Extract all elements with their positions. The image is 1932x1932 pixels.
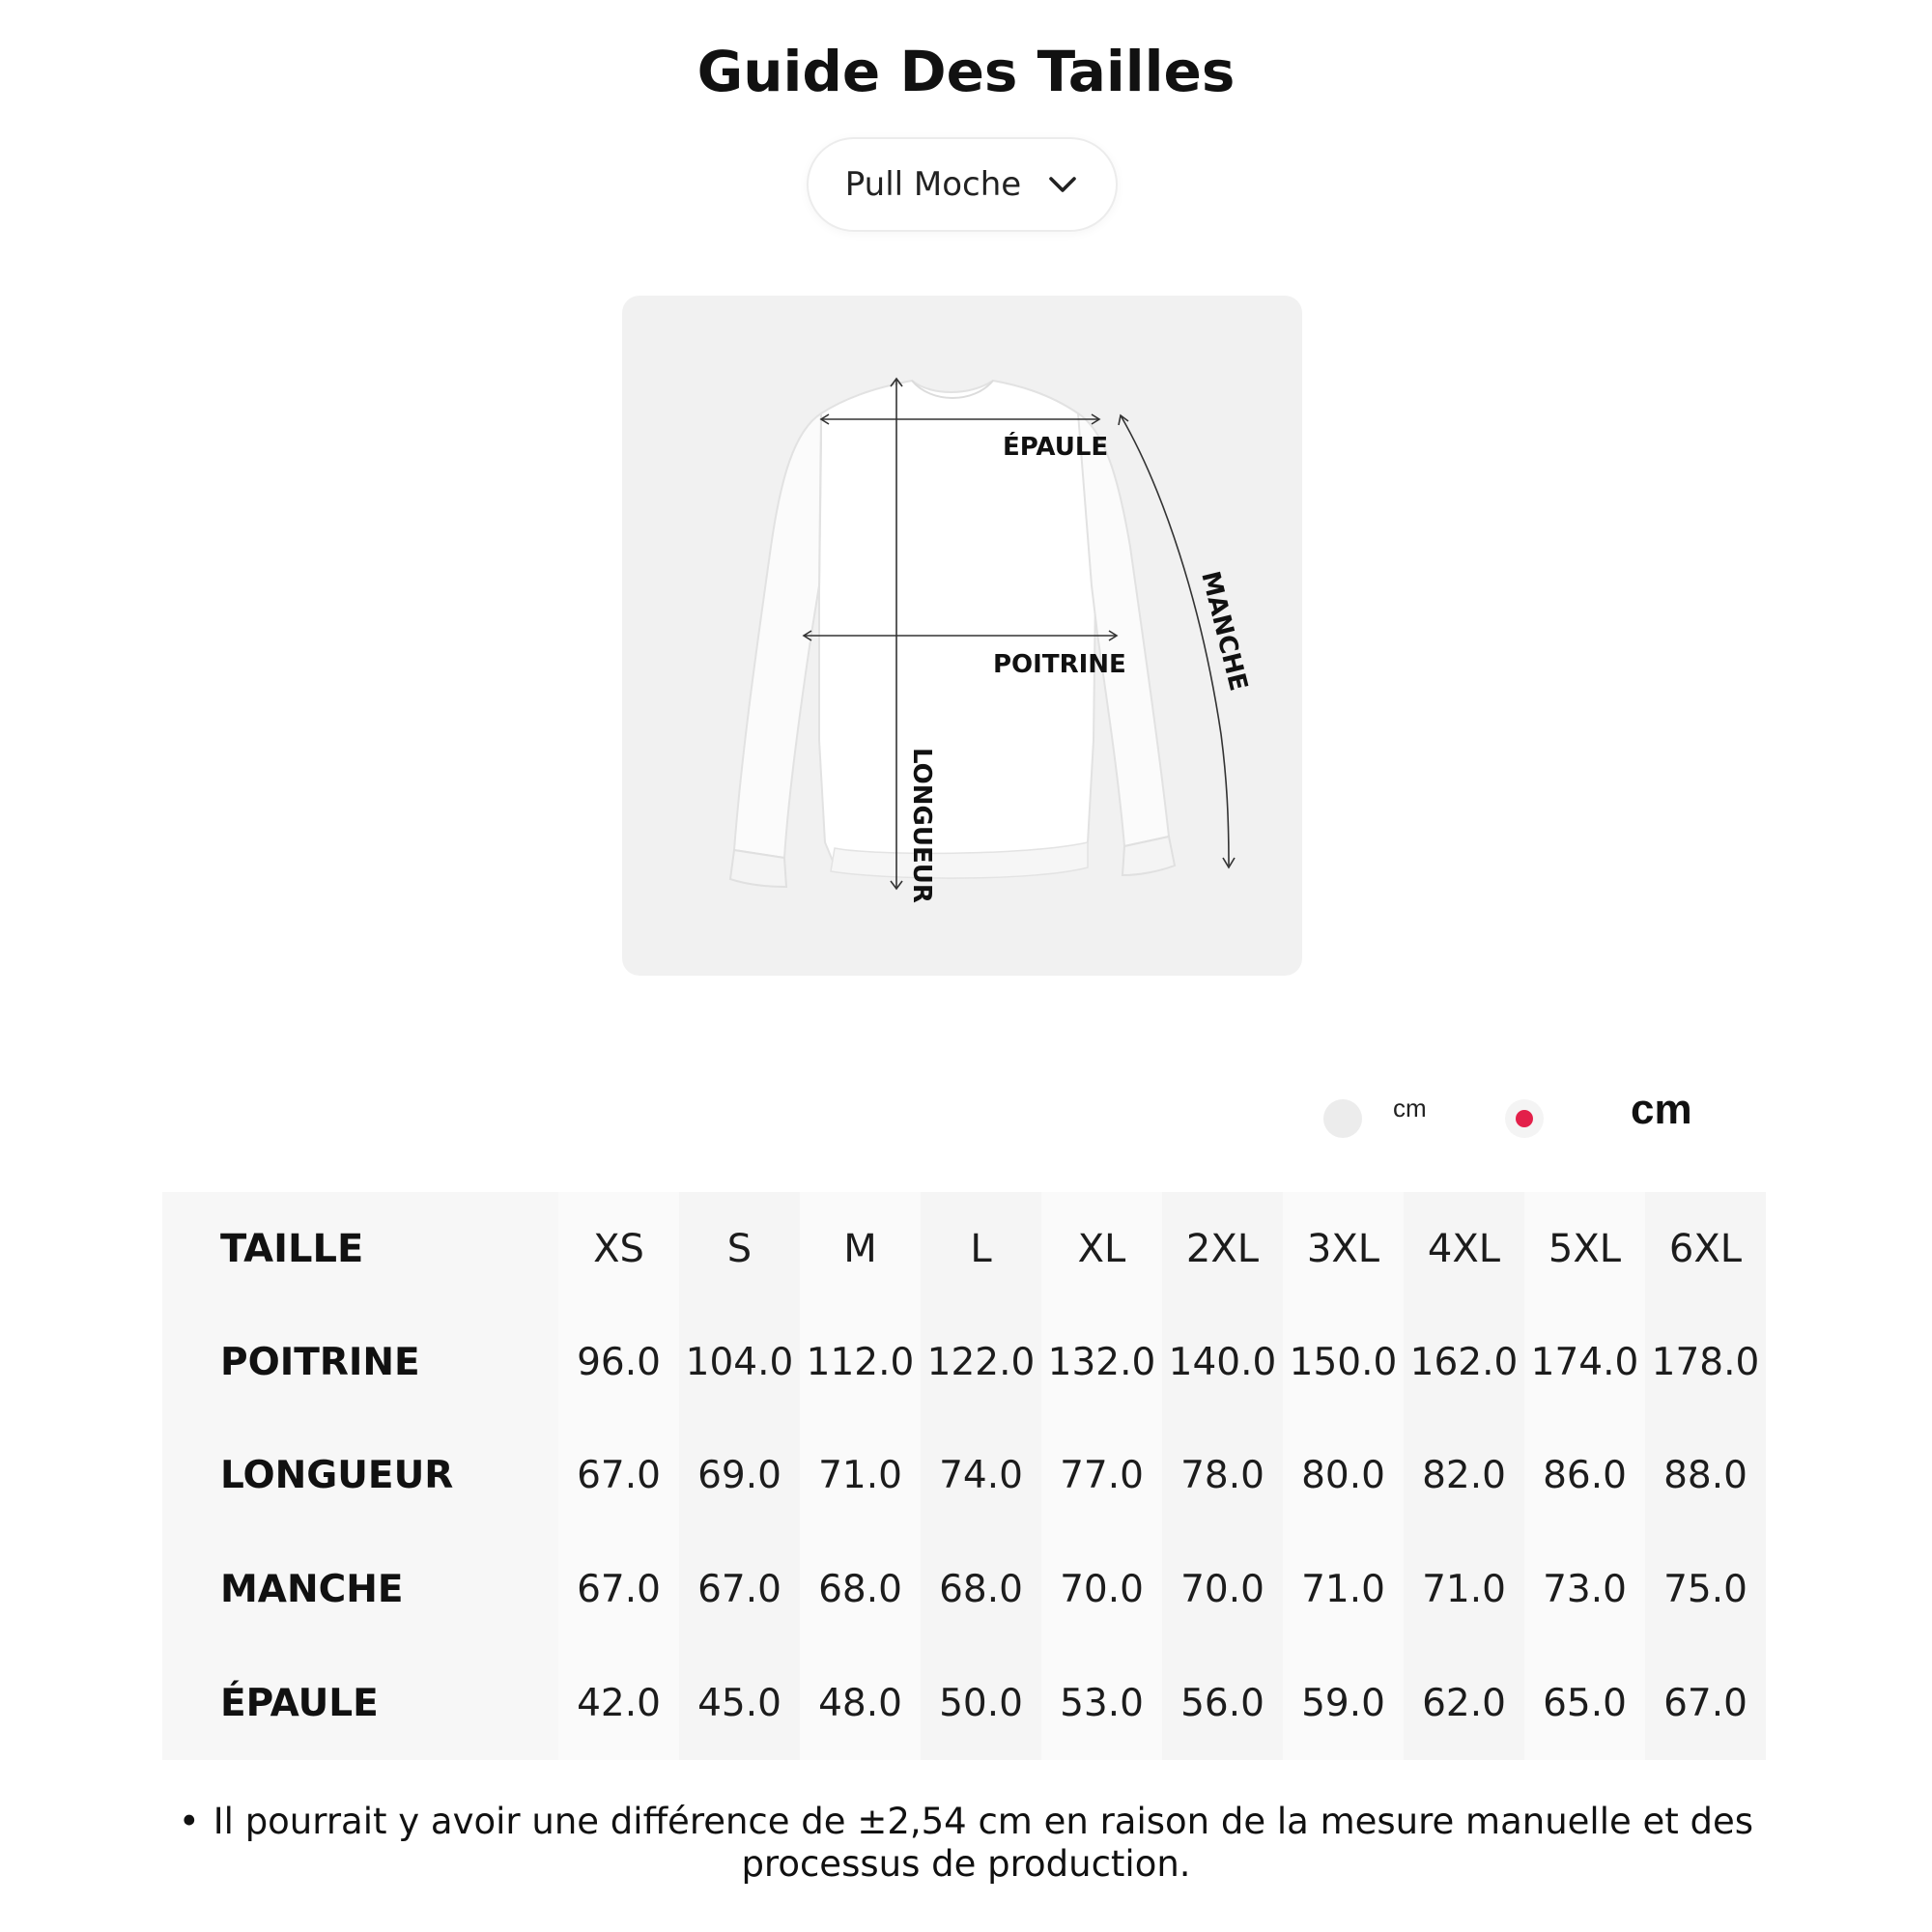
table-cell: 3XL (1283, 1192, 1404, 1306)
table-cell: XL (1041, 1192, 1162, 1306)
table-cell: 53.0 (1041, 1646, 1162, 1760)
label-epaule: ÉPAULE (1003, 433, 1109, 462)
table-cell: 67.0 (679, 1533, 800, 1647)
table-cell: 50.0 (921, 1646, 1041, 1760)
table-row (162, 1646, 1766, 1760)
table-cell: 62.0 (1404, 1646, 1524, 1760)
table-cell: 5XL (1524, 1192, 1645, 1306)
table-cell: 82.0 (1404, 1419, 1524, 1533)
table-cell: 67.0 (1645, 1646, 1766, 1760)
product-select[interactable] (807, 137, 1118, 232)
label-longueur: LONGUEUR (907, 748, 936, 903)
label-poitrine: POITRINE (993, 650, 1126, 679)
unit-radio-a-label[interactable]: cm (1393, 1094, 1427, 1122)
table-cell: 122.0 (921, 1306, 1041, 1420)
table-cell: 56.0 (1162, 1646, 1283, 1760)
note-text: Il pourrait y avoir une différence de ±2,54 cm en raison de la mesure manuelle et des processus de production. (213, 1801, 1754, 1885)
row-label: MANCHE (162, 1533, 558, 1647)
table-cell: 178.0 (1645, 1306, 1766, 1420)
row-label: ÉPAULE (162, 1646, 558, 1760)
measurement-note (155, 1801, 1777, 1886)
table-cell: 45.0 (679, 1646, 800, 1760)
table-cell: 140.0 (1162, 1306, 1283, 1420)
table-cell: 65.0 (1524, 1646, 1645, 1760)
table-cell: 71.0 (1404, 1533, 1524, 1647)
table-cell: 162.0 (1404, 1306, 1524, 1420)
product-select-value: Pull Moche (844, 165, 1022, 204)
table-cell: 68.0 (800, 1533, 921, 1647)
table-cell: 132.0 (1041, 1306, 1162, 1420)
table-row (162, 1419, 1766, 1533)
table-cell: 73.0 (1524, 1533, 1645, 1647)
table-cell: 70.0 (1041, 1533, 1162, 1647)
table-cell: 59.0 (1283, 1646, 1404, 1760)
note-bullet: • (178, 1801, 200, 1842)
size-table (162, 1192, 1766, 1760)
table-cell: 88.0 (1645, 1419, 1766, 1533)
table-cell: 48.0 (800, 1646, 921, 1760)
table-cell: 42.0 (558, 1646, 679, 1760)
table-cell: 78.0 (1162, 1419, 1283, 1533)
table-cell: 174.0 (1524, 1306, 1645, 1420)
table-row (162, 1306, 1766, 1420)
page-title: Guide Des Tailles (696, 39, 1236, 104)
table-cell: 2XL (1162, 1192, 1283, 1306)
table-cell: M (800, 1192, 921, 1306)
table-row (162, 1533, 1766, 1647)
table-cell: 112.0 (800, 1306, 921, 1420)
table-cell: 69.0 (679, 1419, 800, 1533)
table-cell: 74.0 (921, 1419, 1041, 1533)
row-label: LONGUEUR (162, 1419, 558, 1533)
table-cell: L (921, 1192, 1041, 1306)
label-manche: MANCHE (1195, 568, 1253, 695)
table-cell: S (679, 1192, 800, 1306)
table-header-row (162, 1192, 1766, 1306)
table-cell: 70.0 (1162, 1533, 1283, 1647)
sweater-measurement-diagram (622, 296, 1302, 976)
table-cell: 104.0 (679, 1306, 800, 1420)
table-cell: 150.0 (1283, 1306, 1404, 1420)
table-cell: 77.0 (1041, 1419, 1162, 1533)
row-label: TAILLE (162, 1192, 558, 1306)
table-cell: 67.0 (558, 1419, 679, 1533)
unit-radio-a[interactable] (1323, 1099, 1362, 1138)
table-cell: 67.0 (558, 1533, 679, 1647)
unit-radio-b-label[interactable]: cm (1631, 1086, 1692, 1133)
table-cell: 80.0 (1283, 1419, 1404, 1533)
table-cell: 71.0 (800, 1419, 921, 1533)
table-cell: 75.0 (1645, 1533, 1766, 1647)
chevron-down-icon (1046, 168, 1079, 201)
table-cell: 4XL (1404, 1192, 1524, 1306)
unit-radio-b-selected-dot (1516, 1110, 1533, 1127)
row-label: POITRINE (162, 1306, 558, 1420)
table-cell: 68.0 (921, 1533, 1041, 1647)
table-cell: XS (558, 1192, 679, 1306)
table-cell: 96.0 (558, 1306, 679, 1420)
table-cell: 6XL (1645, 1192, 1766, 1306)
table-cell: 71.0 (1283, 1533, 1404, 1647)
table-cell: 86.0 (1524, 1419, 1645, 1533)
